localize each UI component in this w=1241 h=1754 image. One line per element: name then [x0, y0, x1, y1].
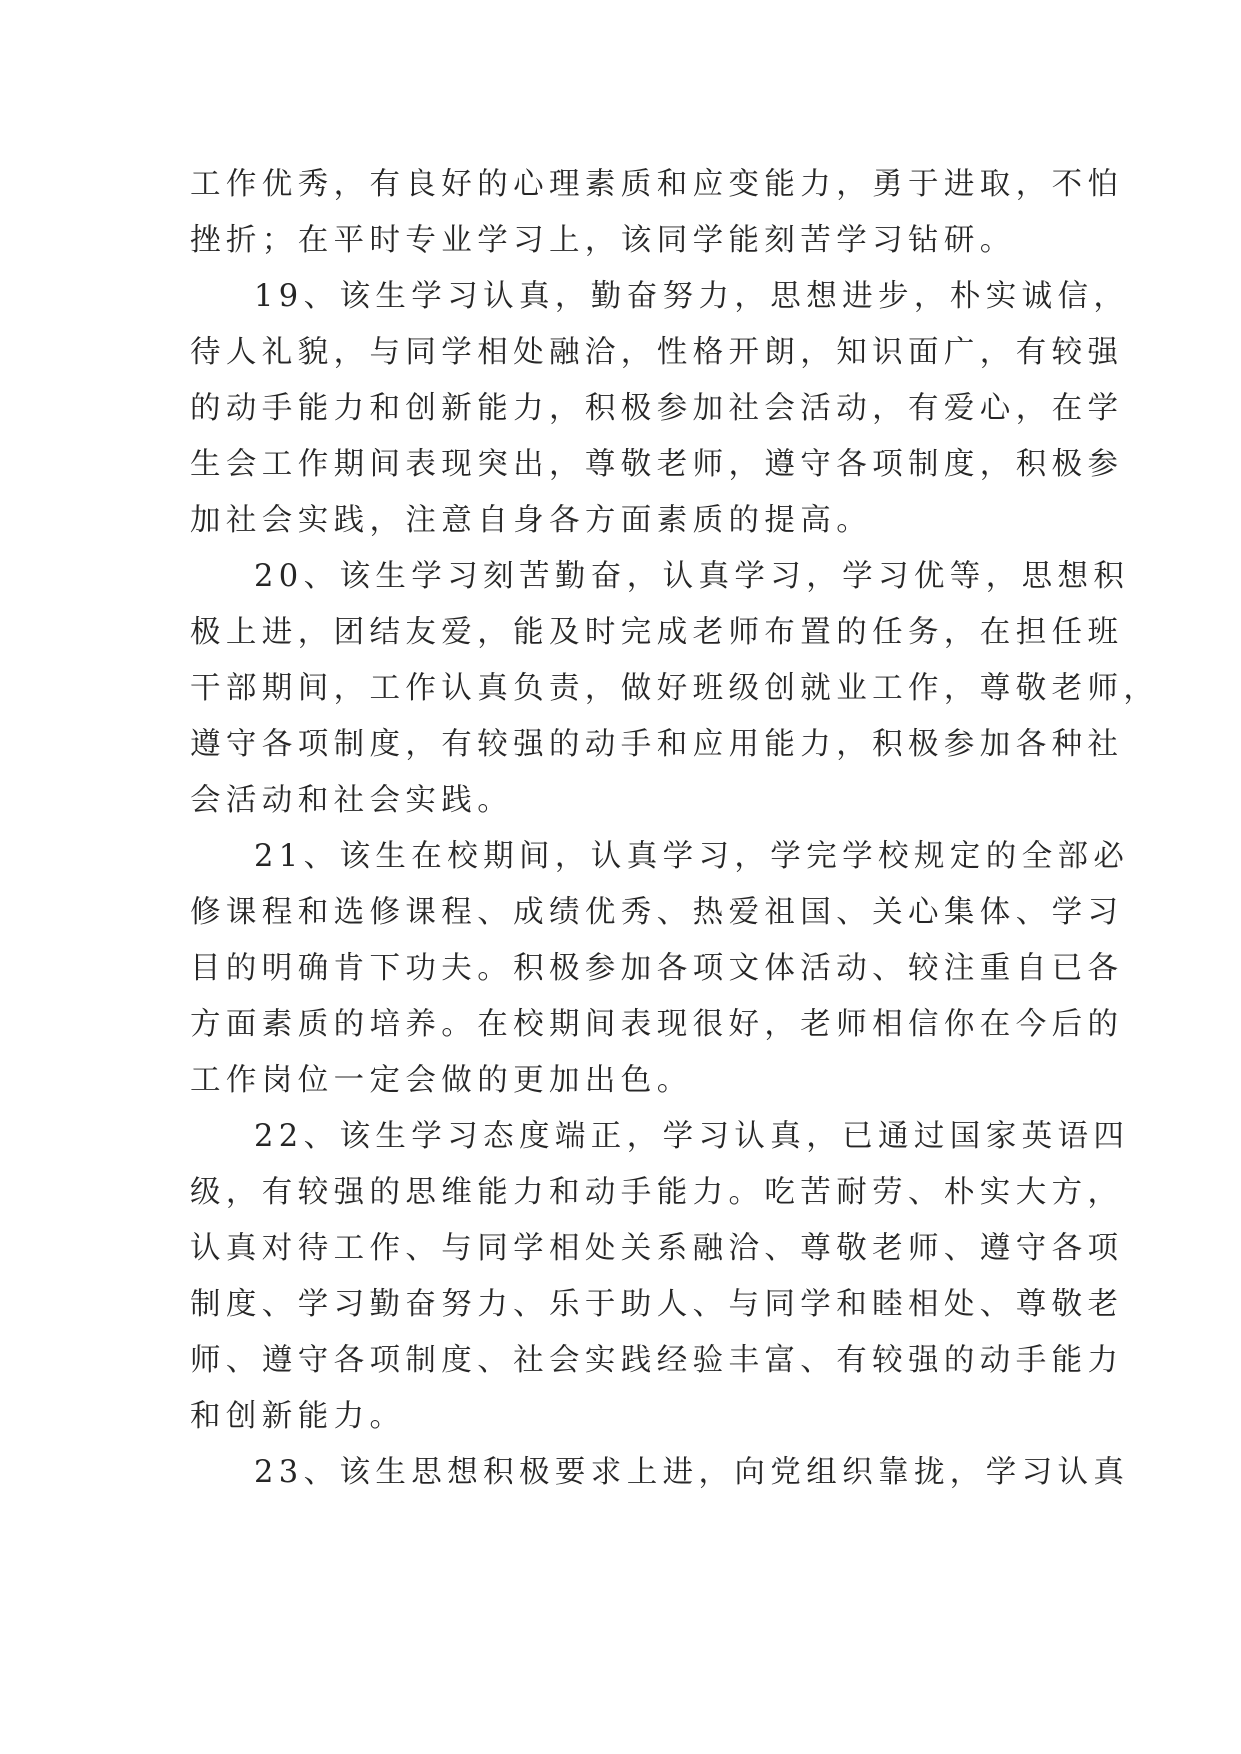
text-line: 认真对待工作、与同学相处关系融洽、尊敬老师、遵守各项 — [190, 1231, 1124, 1266]
text-line: 修课程和选修课程、成绩优秀、热爱祖国、关心集体、学习 — [190, 895, 1124, 930]
text-line: 干部期间，工作认真负责，做好班级创就业工作，尊敬老师， — [190, 671, 1160, 706]
text-line: 级，有较强的思维能力和动手能力。吃苦耐劳、朴实大方， — [190, 1175, 1124, 1210]
paragraph-20-start: 20、该生学习刻苦勤奋，认真学习，学习优等，思想积 — [254, 559, 1130, 594]
text-line: 方面素质的培养。在校期间表现很好，老师相信你在今后的 — [190, 1007, 1124, 1042]
text-line: 会活动和社会实践。 — [190, 783, 514, 818]
text-line: 师、遵守各项制度、社会实践经验丰富、有较强的动手能力 — [190, 1343, 1124, 1378]
text-line: 生会工作期间表现突出，尊敬老师，遵守各项制度，积极参 — [190, 447, 1124, 482]
text-line: 遵守各项制度，有较强的动手和应用能力，积极参加各种社 — [190, 727, 1124, 762]
text-line: 目的明确肯下功夫。积极参加各项文体活动、较注重自已各 — [190, 951, 1124, 986]
text-line: 加社会实践，注意自身各方面素质的提高。 — [190, 503, 873, 538]
text-line: 极上进，团结友爱，能及时完成老师布置的任务，在担任班 — [190, 615, 1124, 650]
paragraph-19-start: 19、该生学习认真，勤奋努力，思想进步，朴实诚信， — [254, 279, 1130, 314]
paragraph-22-start: 22、该生学习态度端正，学习认真，已通过国家英语四 — [254, 1119, 1130, 1154]
text-line: 工作岗位一定会做的更加出色。 — [190, 1063, 693, 1098]
paragraph-21-start: 21、该生在校期间，认真学习，学完学校规定的全部必 — [254, 839, 1130, 874]
text-line: 制度、学习勤奋努力、乐于助人、与同学和睦相处、尊敬老 — [190, 1287, 1124, 1322]
text-line: 待人礼貌，与同学相处融洽，性格开朗，知识面广，有较强 — [190, 335, 1124, 370]
text-line: 和创新能力。 — [190, 1399, 406, 1434]
paragraph-23-start: 23、该生思想积极要求上进，向党组织靠拢，学习认真 — [254, 1455, 1130, 1490]
text-line: 的动手能力和创新能力，积极参加社会活动，有爱心，在学 — [190, 391, 1124, 426]
text-line: 工作优秀，有良好的心理素质和应变能力，勇于进取，不怕 — [190, 167, 1124, 202]
text-line: 挫折；在平时专业学习上，该同学能刻苦学习钻研。 — [190, 223, 1016, 258]
